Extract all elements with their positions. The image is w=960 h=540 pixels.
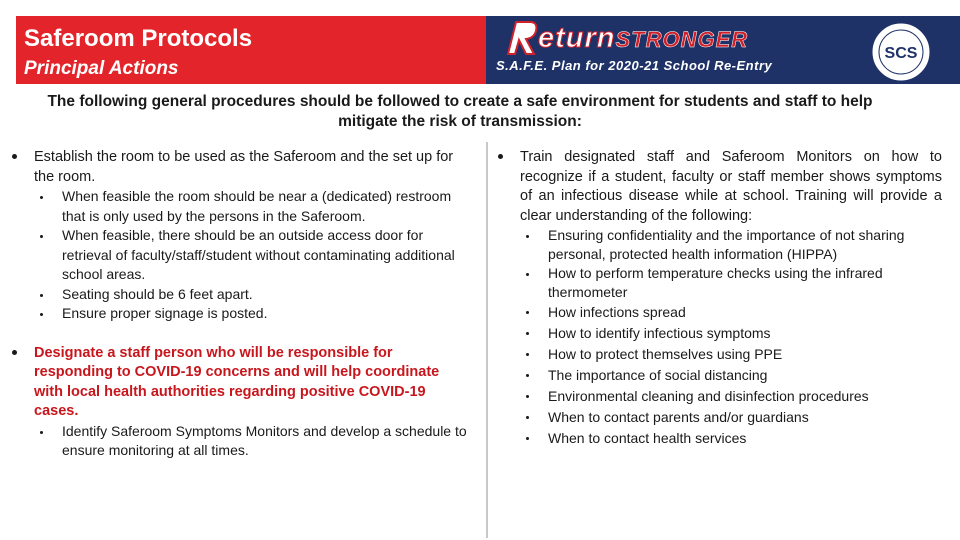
right-item-training xyxy=(498,148,942,449)
list-item: Environmental cleaning and disinfection procedures xyxy=(520,386,942,407)
bullet-icon xyxy=(498,154,503,159)
left-item-heading: Designate a staff person who will be responsible for responding to COVID-19 concerns and will help coordinate with local health authorities regarding positive COVID-19 cases. xyxy=(34,344,440,419)
list-item: When to contact parents and/or guardians xyxy=(520,407,942,428)
bullet-icon xyxy=(12,154,17,159)
sub-bullet-icon xyxy=(526,395,529,398)
left-item-heading: Establish the room to be used as the Saferoom and the set up for the room. xyxy=(34,149,454,185)
sub-bullet-icon xyxy=(526,374,529,377)
intro-text: The following general procedures should be followed to create a safe environment for students and staff to help mitigate the risk of transmission: xyxy=(47,93,873,130)
left-column xyxy=(12,148,472,461)
sub-bullet-icon xyxy=(40,431,43,434)
right-column xyxy=(498,148,942,449)
left-item-room-setup xyxy=(12,148,472,324)
sub-bullet-icon xyxy=(526,311,529,314)
left-sub-list xyxy=(34,422,472,461)
logo-stronger-text: STRONGER xyxy=(615,27,749,52)
sub-bullet-icon xyxy=(40,235,43,238)
list-item: When feasible the room should be near a (dedicated) restroom that is only used by the persons in the Saferoom. xyxy=(34,187,472,226)
list-item: When to contact health services xyxy=(520,428,942,449)
list-item: The importance of social distancing xyxy=(520,365,942,386)
sub-bullet-icon xyxy=(526,332,529,335)
list-item: How to protect themselves using PPE xyxy=(520,344,942,365)
logo-panel xyxy=(486,16,960,84)
page-title: Saferoom Protocols xyxy=(24,25,253,52)
sub-bullet-icon xyxy=(40,196,43,199)
list-item: How to perform temperature checks using the infrared thermometer xyxy=(520,264,942,302)
list-item: How infections spread xyxy=(520,302,942,323)
sub-bullet-icon xyxy=(526,235,529,238)
sub-bullet-icon xyxy=(40,294,43,297)
sub-bullet-icon xyxy=(40,313,43,316)
right-item-heading: Train designated staff and Saferoom Monitors on how to recognize if a student, faculty or staff member shows symptoms of an infectious disease while at school. Training will provide a clear understanding of the following: xyxy=(520,149,942,224)
logo-tagline: S.A.F.E. Plan for 2020-21 School Re-Entry xyxy=(496,58,773,73)
sub-bullet-icon xyxy=(526,437,529,440)
bullet-icon xyxy=(12,350,17,355)
page-subtitle: Principal Actions xyxy=(24,58,179,79)
seal-text: SCS xyxy=(884,45,918,62)
list-item: Seating should be 6 feet apart. xyxy=(34,285,472,305)
list-item: Identify Saferoom Symptoms Monitors and develop a schedule to ensure monitoring at all times. xyxy=(34,422,472,461)
column-divider xyxy=(486,142,488,538)
list-item: Ensure proper signage is posted. xyxy=(34,304,472,324)
logo-return-text: eturn xyxy=(538,22,616,54)
list-item: When feasible, there should be an outside access door for retrieval of faculty/staff/student without contaminating additional school areas. xyxy=(34,226,472,285)
sub-bullet-icon xyxy=(526,353,529,356)
left-sub-list xyxy=(34,187,472,324)
district-seal-icon xyxy=(856,18,946,82)
header-banner xyxy=(0,0,960,86)
sub-bullet-icon xyxy=(526,416,529,419)
list-item: Ensuring confidentiality and the importance of not sharing personal, protected health information (HIPPA) xyxy=(520,226,942,264)
sub-bullet-icon xyxy=(526,273,529,276)
right-sub-list xyxy=(520,226,942,449)
return-stronger-logo xyxy=(506,22,748,55)
list-item: How to identify infectious symptoms xyxy=(520,323,942,344)
left-item-designate-staff xyxy=(12,344,472,461)
